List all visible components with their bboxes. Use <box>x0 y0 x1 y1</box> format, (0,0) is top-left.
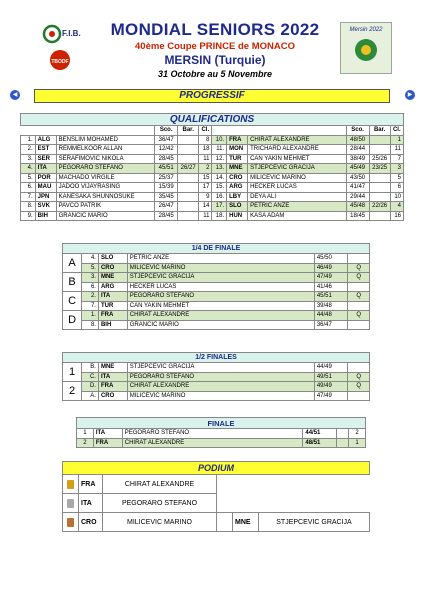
score: 44/49 <box>314 363 348 373</box>
podium-country: MNE <box>233 513 259 532</box>
rank: 2 <box>199 164 212 174</box>
group-label: A <box>63 254 82 273</box>
seed: C. <box>82 372 99 382</box>
score: 12/42 <box>155 145 178 155</box>
country-code: FRA <box>98 382 127 392</box>
seed: 5. <box>82 263 99 273</box>
event-logo-text: Mersin 2022 <box>349 27 383 33</box>
gold-medal-icon <box>67 480 74 489</box>
barrage <box>369 173 390 183</box>
player-name: STJEPCEVIC GRACIJA <box>127 363 314 373</box>
player-name: SERAFIMOVIC NIKOLA <box>56 154 155 164</box>
table-row <box>21 202 404 212</box>
row-number: 13. <box>212 164 227 174</box>
player-name: KANESAKA SHUNNOSUKE <box>56 192 155 202</box>
match-row <box>63 273 370 283</box>
row-number: 10. <box>212 135 227 145</box>
score: 48/51 <box>303 438 337 448</box>
rank: 7 <box>390 154 403 164</box>
player-name: DEYA ALI <box>248 192 347 202</box>
podium-country: CRO <box>79 513 103 532</box>
quarter-final-body <box>63 254 370 330</box>
seed: 3. <box>82 273 99 283</box>
barrage <box>178 154 199 164</box>
country-code: FRA <box>227 135 248 145</box>
seed: B. <box>82 363 99 373</box>
row-number: 5. <box>21 173 36 183</box>
qualified-mark: Q <box>348 372 370 382</box>
score: 39/48 <box>314 301 348 311</box>
score: 28/45 <box>155 154 178 164</box>
match-row <box>63 263 370 273</box>
semi-final-title: 1/2 FINALES <box>63 353 370 363</box>
barrage <box>178 135 199 145</box>
rank: 6 <box>390 183 403 193</box>
rank: 9 <box>199 192 212 202</box>
row-number: 2. <box>21 145 36 155</box>
player-name: CHIRAT ALEXANDRE <box>127 382 314 392</box>
podium-name: PEGORARO STEFANO <box>103 494 217 513</box>
country-code: POR <box>35 173 56 183</box>
row-number: 3. <box>21 154 36 164</box>
player-name: PAVCO PATRIK <box>56 202 155 212</box>
podium-table <box>62 461 370 532</box>
country-code: JPN <box>35 192 56 202</box>
score: 29/44 <box>346 192 369 202</box>
score: 28/45 <box>155 211 178 221</box>
score: 36/47 <box>314 320 348 330</box>
score: 15/39 <box>155 183 178 193</box>
player-name: JADOO VIJAYRASING <box>56 183 155 193</box>
table-row <box>21 192 404 202</box>
row-number: 14. <box>212 173 227 183</box>
country-code: MNE <box>227 164 248 174</box>
event-dates: 31 Octobre au 5 Novembre <box>157 69 273 79</box>
score: 49/49 <box>314 382 348 392</box>
rank: 14 <box>199 202 212 212</box>
qualifications-table <box>20 113 404 221</box>
table-row <box>21 135 404 145</box>
country-code: BIH <box>98 320 127 330</box>
seed: 7. <box>82 301 99 311</box>
country-code: TUR <box>98 301 127 311</box>
country-code: EST <box>35 145 56 155</box>
rank: 16 <box>390 211 403 221</box>
qualified-mark <box>348 320 370 330</box>
player-name: CAN YAKIN MEHMET <box>248 154 347 164</box>
country-code: MNE <box>98 363 127 373</box>
rank: 15 <box>199 173 212 183</box>
rank: 11 <box>199 154 212 164</box>
country-code: ARG <box>227 183 248 193</box>
player-name: MILICEVIC MARINO <box>127 391 314 401</box>
score: 28/44 <box>346 145 369 155</box>
match-row <box>63 372 370 382</box>
score: 45/51 <box>155 164 178 174</box>
row-number: 6. <box>21 183 36 193</box>
match-row <box>63 311 370 321</box>
score: 46/49 <box>314 263 348 273</box>
barrage: 26/27 <box>178 164 199 174</box>
player-name: MILICEVIC MARINO <box>127 263 314 273</box>
rank: 18 <box>199 145 212 155</box>
row-number: 18. <box>212 211 227 221</box>
page-subtitle: 40ème Coupe PRINCE de MONACO <box>135 41 295 52</box>
match-row <box>63 382 370 392</box>
qualified-mark <box>348 301 370 311</box>
qualified-mark: Q <box>348 382 370 392</box>
country-code: LBY <box>227 192 248 202</box>
seed: 2 <box>77 438 94 448</box>
match-row <box>77 429 366 439</box>
row-number: 1. <box>21 135 36 145</box>
player-name: GRANCIC MARIO <box>127 320 314 330</box>
player-name: CAN YAKIN MEHMET <box>127 301 314 311</box>
final-body <box>77 429 366 448</box>
group-label: D <box>63 311 82 330</box>
barrage <box>369 211 390 221</box>
podium-name: MILICEVIC MARINO <box>103 513 217 532</box>
seed: 1 <box>77 429 94 439</box>
score: 45/48 <box>346 202 369 212</box>
country-code: SVK <box>35 202 56 212</box>
qualified-mark <box>348 391 370 401</box>
col-sco: Sco. <box>346 126 369 136</box>
player-name: CHIRAT ALEXANDRE <box>127 311 314 321</box>
progressif-banner: PROGRESSIF <box>34 89 390 103</box>
player-name: STJEPCEVIC GRACIJA <box>127 273 314 283</box>
table-row <box>21 164 404 174</box>
seed: 4. <box>82 254 99 264</box>
player-name: REMMELKOOR ALLAN <box>56 145 155 155</box>
seed: 1. <box>82 311 99 321</box>
final-rank: 2 <box>349 429 366 439</box>
score: 36/47 <box>155 135 178 145</box>
row-number: 17. <box>212 202 227 212</box>
qualifications-body <box>21 135 404 221</box>
player-name: BENSLIM MOHAMED <box>56 135 155 145</box>
barrage <box>178 192 199 202</box>
semi-final-body <box>63 363 370 401</box>
table-row <box>21 173 404 183</box>
country-code: FRA <box>98 311 127 321</box>
barrage <box>178 211 199 221</box>
seed: 2. <box>82 292 99 302</box>
spacer <box>337 438 349 448</box>
country-code: ALG <box>35 135 56 145</box>
country-code: ITA <box>93 429 122 439</box>
rank: 11 <box>199 211 212 221</box>
qualified-mark <box>348 254 370 264</box>
match-row <box>63 301 370 311</box>
seed: A. <box>82 391 99 401</box>
row-number: 16. <box>212 192 227 202</box>
player-name: PEGORARO STEFANO <box>122 429 303 439</box>
country-code: SER <box>35 154 56 164</box>
barrage <box>369 192 390 202</box>
player-name: HECKER LUCAS <box>127 282 314 292</box>
rank: 10 <box>390 192 403 202</box>
seed: 6. <box>82 282 99 292</box>
match-row <box>77 438 366 448</box>
qualified-mark: Q <box>348 273 370 283</box>
country-code: ITA <box>35 164 56 174</box>
score: 43/50 <box>346 173 369 183</box>
score: 41/47 <box>346 183 369 193</box>
event-city: MERSIN (Turquie) <box>164 53 266 67</box>
match-row <box>63 391 370 401</box>
qualified-mark <box>348 282 370 292</box>
barrage <box>178 145 199 155</box>
match-row <box>63 282 370 292</box>
page-title: MONDIAL SENIORS 2022 <box>110 20 320 39</box>
player-name: HECKER LUCAS <box>248 183 347 193</box>
barrage <box>369 135 390 145</box>
score: 48/50 <box>346 135 369 145</box>
podium-country: ITA <box>79 494 103 513</box>
country-code: CRO <box>98 391 127 401</box>
podium-title: PODIUM <box>63 462 370 475</box>
player-name: PETRIC ANZE <box>127 254 314 264</box>
table-row <box>21 145 404 155</box>
country-code: MAU <box>35 183 56 193</box>
bronze-medal-icon <box>67 518 74 527</box>
row-number: 9. <box>21 211 36 221</box>
country-code: ITA <box>98 292 127 302</box>
match-row <box>63 363 370 373</box>
event-logo <box>340 22 392 74</box>
country-code: ITA <box>98 372 127 382</box>
row-number: 15. <box>212 183 227 193</box>
score: 45/51 <box>314 292 348 302</box>
country-code: CRO <box>98 263 127 273</box>
barrage <box>369 145 390 155</box>
col-cl: Cl. <box>390 126 403 136</box>
player-name: CHIRAT ALEXANDRE <box>248 135 347 145</box>
country-code: HUN <box>227 211 248 221</box>
rank: 5 <box>390 173 403 183</box>
player-name: CHIRAT ALEXANDRE <box>122 438 303 448</box>
rank: 17 <box>199 183 212 193</box>
qualifications-title: QUALIFICATIONS <box>21 114 404 126</box>
col-bar: Bar. <box>369 126 390 136</box>
row-number: 12. <box>212 154 227 164</box>
prev-arrow-icon[interactable]: ◀ <box>10 90 20 100</box>
logo-ring-text: TBODF <box>51 59 69 65</box>
row-number: 11. <box>212 145 227 155</box>
score: 35/45 <box>155 192 178 202</box>
barrage: 25/26 <box>369 154 390 164</box>
quarter-final-table <box>62 243 370 330</box>
score: 45/50 <box>314 254 348 264</box>
next-arrow-icon[interactable]: ▶ <box>405 90 415 100</box>
country-code: SLO <box>227 202 248 212</box>
country-code: BIH <box>35 211 56 221</box>
col-sco: Sco. <box>155 126 178 136</box>
rank: 11 <box>390 145 403 155</box>
podium-name: STJEPCEVIC GRACIJA <box>259 513 370 532</box>
match-row <box>63 292 370 302</box>
player-name: PEGORARO STEFANO <box>127 292 314 302</box>
fib-logo <box>42 22 84 72</box>
fib-label: F.I.B. <box>62 29 81 38</box>
score: 44/48 <box>314 311 348 321</box>
qualified-mark: Q <box>348 263 370 273</box>
player-name: PETRIC ANZE <box>248 202 347 212</box>
player-name: TRICHARD ALEXANDRE <box>248 145 347 155</box>
player-name: PEGORARO STEFANO <box>56 164 155 174</box>
score: 45/49 <box>346 164 369 174</box>
barrage <box>178 173 199 183</box>
player-name: GRANCIC MARIO <box>56 211 155 221</box>
final-title: FINALE <box>77 418 366 429</box>
country-code: ARG <box>98 282 127 292</box>
score: 18/45 <box>346 211 369 221</box>
player-name: MILICEVIC MARINO <box>248 173 347 183</box>
seed: D. <box>82 382 99 392</box>
country-code: MNE <box>98 273 127 283</box>
row-number: 4. <box>21 164 36 174</box>
semi-final-table <box>62 352 370 401</box>
rank: 8 <box>199 135 212 145</box>
player-name: KASA ADAM <box>248 211 347 221</box>
table-row <box>21 211 404 221</box>
row-number: 8. <box>21 202 36 212</box>
country-code: MON <box>227 145 248 155</box>
podium-country: FRA <box>79 475 103 494</box>
silver-medal-icon <box>67 499 74 508</box>
country-code: CRO <box>227 173 248 183</box>
country-code: TUR <box>227 154 248 164</box>
podium-name: CHIRAT ALEXANDRE <box>103 475 217 494</box>
score: 47/49 <box>314 391 348 401</box>
country-code: SLO <box>98 254 127 264</box>
table-row <box>21 183 404 193</box>
group-label: 2 <box>63 382 82 401</box>
score: 47/49 <box>314 273 348 283</box>
rank: 4 <box>390 202 403 212</box>
score: 25/37 <box>155 173 178 183</box>
barrage: 22/26 <box>369 202 390 212</box>
group-label: C <box>63 292 82 311</box>
qualified-mark <box>348 363 370 373</box>
score: 44/51 <box>303 429 337 439</box>
rank: 3 <box>390 164 403 174</box>
match-row <box>63 320 370 330</box>
player-name: PEGORARO STEFANO <box>127 372 314 382</box>
barrage <box>178 202 199 212</box>
final-rank: 1 <box>349 438 366 448</box>
score: 49/51 <box>314 372 348 382</box>
player-name: MACHADO VIRGILE <box>56 173 155 183</box>
quarter-final-title: 1/4 DE FINALE <box>63 244 370 254</box>
col-cl: Cl. <box>199 126 212 136</box>
score: 38/49 <box>346 154 369 164</box>
rank: 1 <box>390 135 403 145</box>
barrage <box>178 183 199 193</box>
group-label: B <box>63 273 82 292</box>
qualified-mark: Q <box>348 311 370 321</box>
qualified-mark: Q <box>348 292 370 302</box>
country-code: FRA <box>93 438 122 448</box>
match-row <box>63 254 370 264</box>
score: 26/47 <box>155 202 178 212</box>
barrage <box>369 183 390 193</box>
barrage: 23/25 <box>369 164 390 174</box>
spacer <box>337 429 349 439</box>
col-bar: Bar. <box>178 126 199 136</box>
player-name: STJEPCEVIC GRACIJA <box>248 164 347 174</box>
group-label: 1 <box>63 363 82 382</box>
score: 41/46 <box>314 282 348 292</box>
final-table <box>76 417 366 448</box>
row-number: 7. <box>21 192 36 202</box>
seed: 8. <box>82 320 99 330</box>
table-row <box>21 154 404 164</box>
